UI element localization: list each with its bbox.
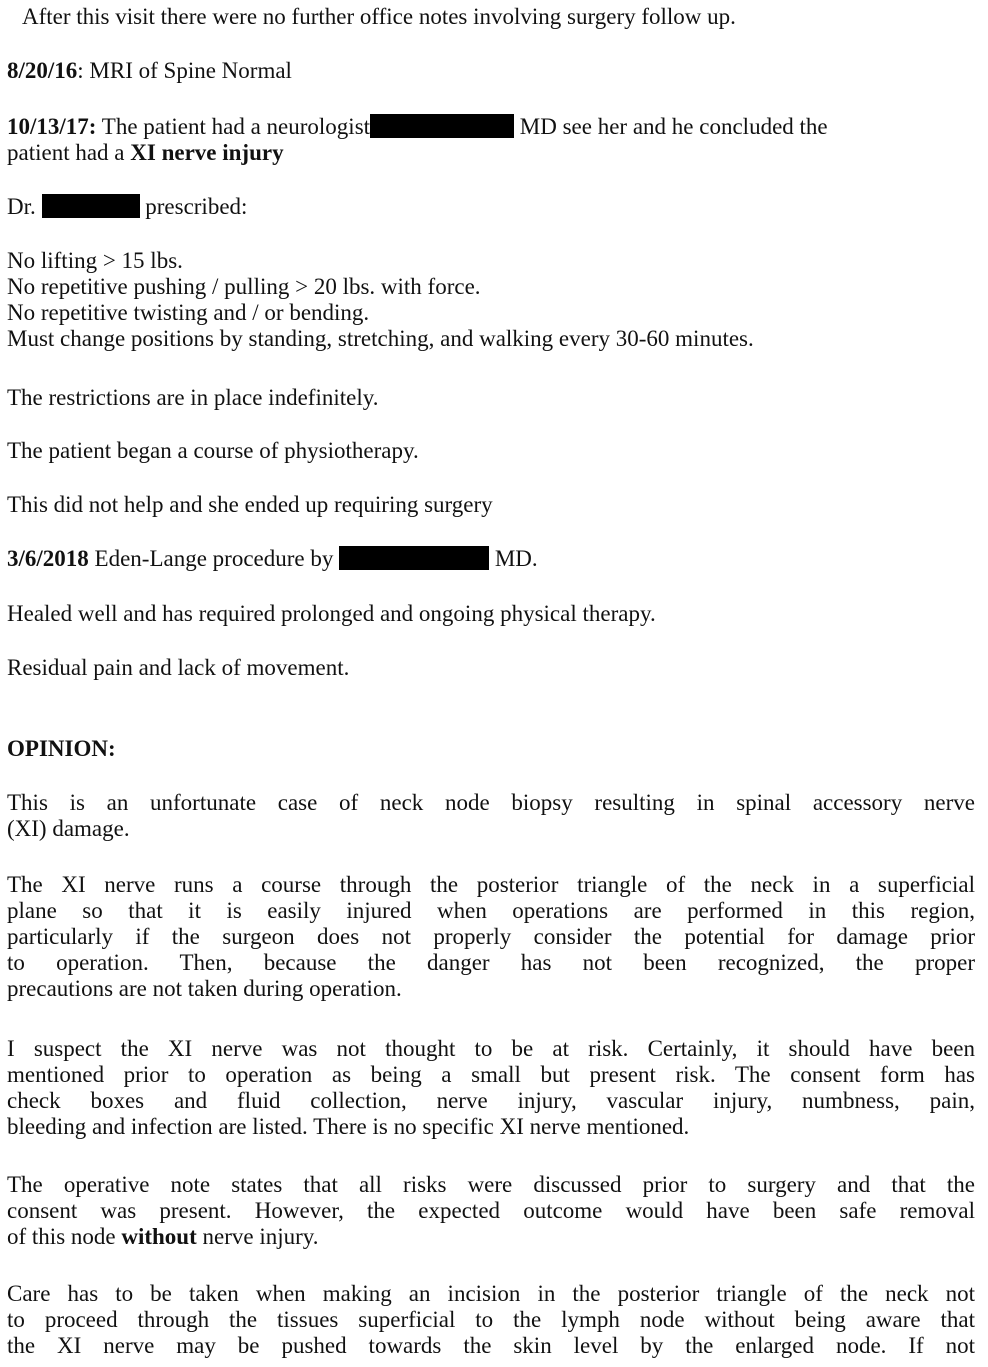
paragraph-line: Care has to be taken when making an incision in the posterior triangle of the neck not <box>7 1281 975 1306</box>
opinion-heading <box>7 736 116 762</box>
opinion-heading-text: OPINION: <box>7 736 116 761</box>
eden-date: 3/6/2018 <box>7 546 89 571</box>
paragraph-line: The XI nerve runs a course through the posterior triangle of the neck in a superficial <box>7 872 975 897</box>
mri-date: 8/20/16 <box>7 58 78 83</box>
neuro-text-after: MD see her and he concluded the <box>514 114 828 139</box>
healed-paragraph <box>7 601 656 627</box>
indefinite-text: The restrictions are in place indefinitely. <box>7 385 379 410</box>
eden-text-before: Eden-Lange procedure by <box>88 546 340 571</box>
restriction-item: No repetitive twisting and / or bending. <box>7 300 370 325</box>
line-text: of this node <box>7 1224 122 1249</box>
paragraph-line: to operation. Then, because the danger has not been recognized, the proper <box>7 950 975 975</box>
opinion-paragraph-1 <box>7 790 975 842</box>
paragraph-line: (XI) damage. <box>7 816 130 841</box>
eden-lange-entry <box>7 546 538 572</box>
physio-text: The patient began a course of physiotherapy. <box>7 438 419 463</box>
restrictions-list <box>7 248 754 352</box>
opinion-paragraph-5 <box>7 1281 975 1359</box>
indefinite-paragraph <box>7 385 378 411</box>
emphasis-text: without <box>121 1224 197 1249</box>
neuro-line2-text: patient had a <box>7 140 131 165</box>
neuro-text-before: The patient had a neurologist <box>96 114 371 139</box>
paragraph-line: This is an unfortunate case of neck node biopsy resulting in spinal accessory nerve <box>7 790 975 815</box>
paragraph-line: plane so that it is easily injured when operations are performed in this region, <box>7 898 975 923</box>
paragraph-line: mentioned prior to operation as being a small but present risk. The consent form has <box>7 1062 975 1087</box>
redaction-box <box>370 114 514 138</box>
paragraph-line: bleeding and infection are listed. There is no specific XI nerve mentioned. <box>7 1114 690 1139</box>
paragraph-line: I suspect the XI nerve was not thought to be at risk. Certainly, it should have been <box>7 1036 975 1061</box>
neuro-date: 10/13/17: <box>7 114 97 139</box>
residual-text: Residual pain and lack of movement. <box>7 655 350 680</box>
healed-text: Healed well and has required prolonged and ongoing physical therapy. <box>7 601 656 626</box>
paragraph-line: consent was present. However, the expected outcome would have been safe removal <box>7 1198 975 1223</box>
paragraph-line: particularly if the surgeon does not properly consider the potential for damage prior <box>7 924 975 949</box>
restriction-item: No repetitive pushing / pulling > 20 lbs. with force. <box>7 274 481 299</box>
dr-prefix: Dr. <box>7 194 42 219</box>
dr-suffix: prescribed: <box>139 194 248 219</box>
opinion-paragraph-4 <box>7 1172 975 1250</box>
opinion-paragraph-3 <box>7 1036 975 1140</box>
paragraph-line: to proceed through the tissues superficial to the lymph node without being aware that <box>7 1307 975 1332</box>
opinion-paragraph-2 <box>7 872 975 1002</box>
mri-text: : MRI of Spine Normal <box>77 58 292 83</box>
paragraph-line: precautions are not taken during operation. <box>7 976 402 1001</box>
mri-entry <box>7 58 292 84</box>
neuro-line2-bold: XI nerve injury <box>130 140 284 165</box>
redaction-box <box>42 194 140 218</box>
neurologist-entry <box>7 114 828 166</box>
physio-paragraph <box>7 438 419 464</box>
redaction-box <box>339 546 489 570</box>
restriction-item: Must change positions by standing, stretching, and walking every 30-60 minutes. <box>7 326 754 351</box>
paragraph-line: the XI nerve may be pushed towards the skin level by the enlarged node. If not <box>7 1333 975 1358</box>
nohelp-text: This did not help and she ended up requiring surgery <box>7 492 493 517</box>
doctor-prescribed-line <box>7 194 247 220</box>
eden-text-after: MD. <box>489 546 538 571</box>
restriction-item: No lifting > 15 lbs. <box>7 248 183 273</box>
nohelp-paragraph <box>7 492 493 518</box>
residual-paragraph <box>7 655 349 681</box>
opening-text: After this visit there were no further office notes involving surgery follow up. <box>22 4 736 29</box>
paragraph-line <box>7 1224 975 1250</box>
line-text: nerve injury. <box>196 1224 319 1249</box>
opening-paragraph <box>22 4 736 30</box>
paragraph-line: check boxes and fluid collection, nerve injury, vascular injury, numbness, pain, <box>7 1088 975 1113</box>
paragraph-line: The operative note states that all risks were discussed prior to surgery and that the <box>7 1172 975 1197</box>
